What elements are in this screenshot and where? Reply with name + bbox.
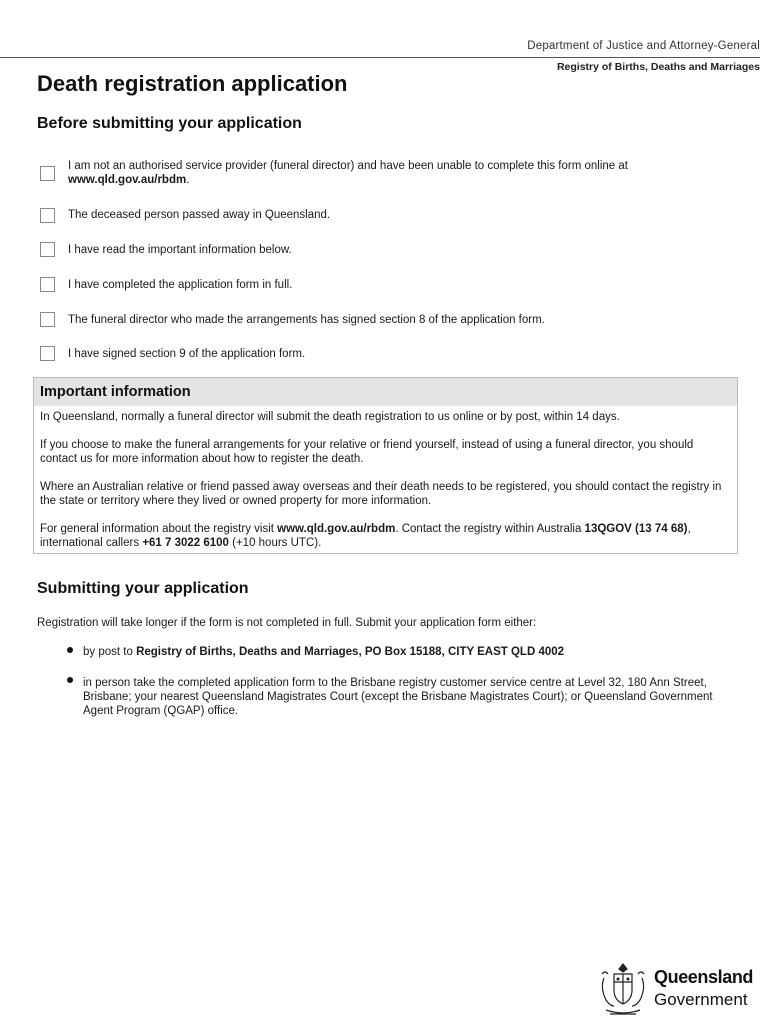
before-heading: Before submitting your application bbox=[37, 115, 302, 132]
header-rule bbox=[0, 57, 760, 58]
important-info-header bbox=[34, 378, 737, 406]
info-paragraph-1: In Queensland, normally a funeral director will submit the death registration to us online or by post, within 14 days. bbox=[40, 411, 620, 423]
checkbox-read-important-info[interactable] bbox=[40, 242, 55, 257]
post-address: Registry of Births, Deaths and Marriages, PO Box 15188, CITY EAST QLD 4002 bbox=[136, 646, 565, 658]
checkbox-label-not-service-provider: I am not an authorised service provider (funeral director) and have been unable to complete this form online at www.qld.gov.au/rbdm. bbox=[68, 160, 628, 186]
queensland-government-logo bbox=[596, 960, 756, 1018]
checkbox-label-read-important-info: I have read the important information below. bbox=[68, 244, 292, 256]
checkbox-completed-form[interactable] bbox=[40, 277, 55, 292]
checkbox-passed-in-queensland[interactable] bbox=[40, 208, 55, 223]
important-info-heading: Important information bbox=[40, 384, 191, 400]
checkbox-not-service-provider[interactable] bbox=[40, 166, 55, 181]
logo-queensland: Queensland bbox=[654, 967, 754, 987]
info-paragraph-2: If you choose to make the funeral arrangements for your relative or friend yourself, instead of using a funeral director, you should contact us for more information about how to register the death. bbox=[40, 439, 694, 465]
info-paragraph-3: Where an Australian relative or friend passed away overseas and their death needs to be registered, you should contact the registry in the state or territory where they lived or owned property for more information. bbox=[40, 481, 722, 507]
logo-government: Government bbox=[654, 990, 748, 1009]
submit-in-person: in person take the completed application form to the Brisbane registry customer service centre at Level 32, 180 Ann Street, Brisbane; your nearest Queensland Magistrates Court (except the Brisbane Magistrates Court); or Queensland Government Agent Program (QGAP) office. bbox=[83, 677, 713, 717]
bullet-dot bbox=[67, 677, 73, 683]
department-name: Department of Justice and Attorney-General bbox=[527, 40, 760, 52]
submitting-heading: Submitting your application bbox=[37, 580, 249, 597]
checkbox-label-completed-form: I have completed the application form in full. bbox=[68, 279, 293, 291]
checkbox-label-signed-section-9: I have signed section 9 of the application form. bbox=[68, 348, 306, 360]
info-rbdm-link[interactable]: www.qld.gov.au/rbdm bbox=[277, 523, 396, 535]
registry-name: Registry of Births, Deaths and Marriages bbox=[556, 61, 760, 73]
checkbox-label-funeral-director-signed: The funeral director who made the arrangements has signed section 8 of the application form. bbox=[68, 314, 545, 326]
rbdm-link[interactable]: www.qld.gov.au/rbdm bbox=[68, 174, 187, 186]
checkbox-signed-section-9[interactable] bbox=[40, 346, 55, 361]
info-international-number: +61 7 3022 6100 bbox=[142, 537, 229, 549]
page-title: Death registration application bbox=[37, 71, 348, 96]
submitting-intro: Registration will take longer if the form is not completed in full. Submit your application form either: bbox=[37, 617, 537, 629]
bullet-dot bbox=[67, 647, 73, 653]
info-paragraph-4: For general information about the registry visit www.qld.gov.au/rbdm. Contact the registry within Australia 13QGOV (13 74 68), international callers +61 7 3022 6100 (+10 hours UTC). bbox=[40, 523, 691, 549]
checkbox-funeral-director-signed[interactable] bbox=[40, 312, 55, 327]
submit-by-post: by post to Registry of Births, Deaths and Marriages, PO Box 15188, CITY EAST QLD 4002 bbox=[83, 646, 565, 658]
important-info-box bbox=[33, 377, 738, 554]
checkbox-label-passed-in-queensland: The deceased person passed away in Queensland. bbox=[68, 209, 331, 221]
coat-of-arms-icon bbox=[596, 960, 650, 1018]
info-phone-number: 13QGOV (13 74 68) bbox=[584, 523, 688, 535]
